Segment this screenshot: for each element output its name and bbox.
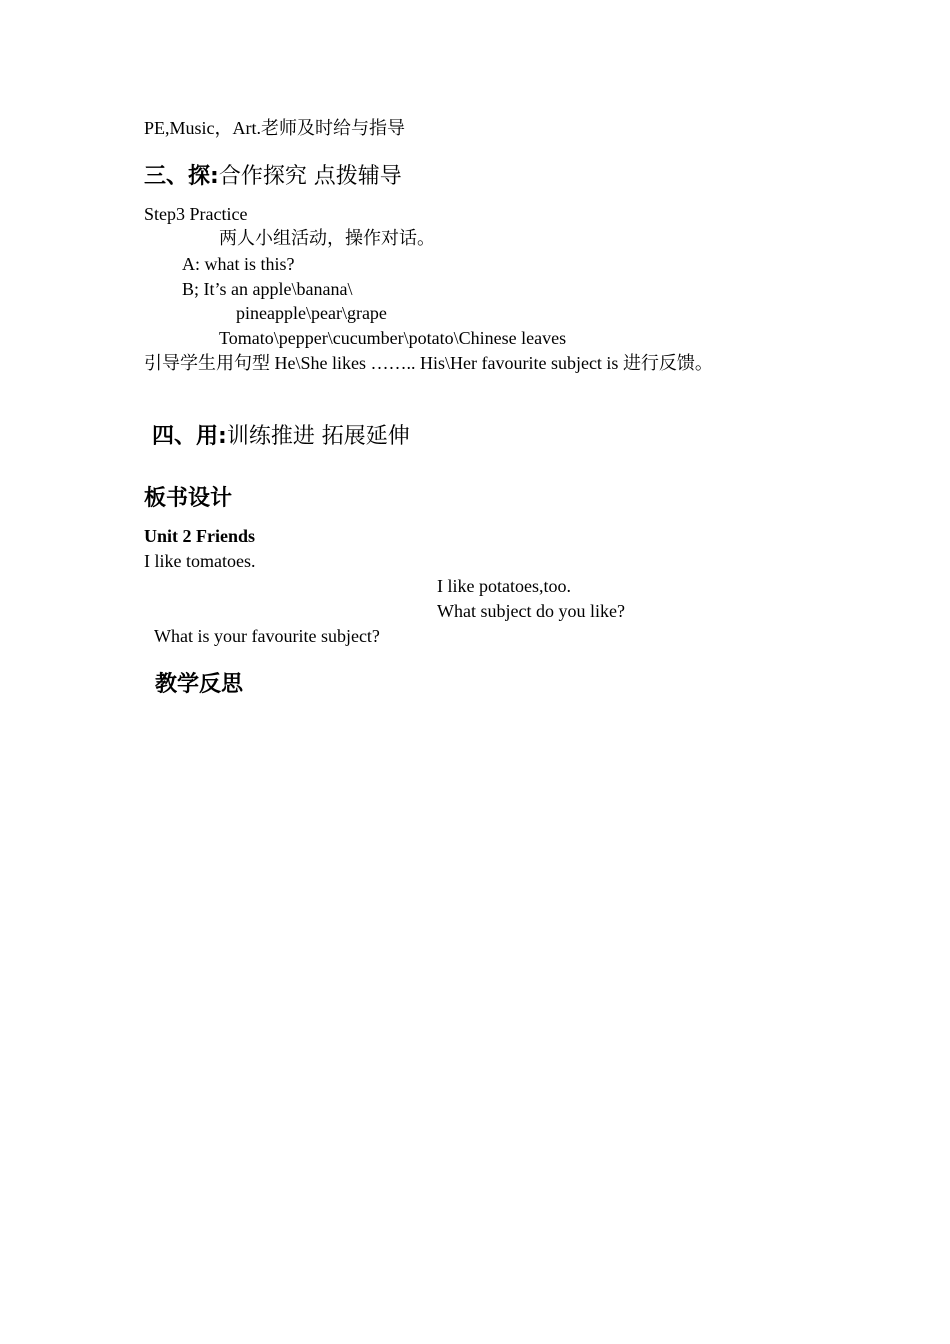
dialogue-a-text: A: what is this? [182, 254, 295, 274]
section-4-title: 训练推进 拓展延伸 [226, 424, 410, 449]
section-3-label: 三、探: [144, 164, 219, 189]
step3-title [144, 203, 247, 225]
feedback-prefix: 引导学生用句型 [144, 353, 270, 374]
board-line-4 [154, 625, 380, 647]
board-line-3 [437, 600, 625, 622]
dialogue-b [182, 278, 352, 300]
board-line-3-text: What subject do you like? [437, 601, 625, 621]
step3-instruction-text: 两人小组活动，操作对话。 [219, 228, 435, 249]
reflection-heading [155, 672, 243, 698]
section-4-label: 四、用: [152, 424, 227, 449]
board-line-2 [437, 575, 571, 597]
dialogue-a [182, 253, 295, 275]
board-line-1 [144, 550, 255, 572]
fruits-continuation-text: pineapple\pear\grape [236, 303, 387, 323]
feedback-middle: He\She likes …….. His\Her favourite subject is [274, 353, 619, 373]
feedback-line [144, 352, 713, 375]
board-design-heading [144, 486, 232, 512]
section-3-title: 合作探究 点拨辅导 [218, 164, 402, 189]
fruits-continuation [236, 302, 387, 324]
section-3-heading [144, 164, 402, 190]
unit-title [144, 525, 255, 547]
continuation-text: PE,Music，Art.老师及时给与指导 [144, 118, 405, 138]
reflection-heading-text: 教学反思 [155, 672, 244, 697]
board-line-4-text: What is your favourite subject? [154, 626, 380, 646]
board-design-heading-text: 板书设计 [144, 486, 233, 511]
dialogue-b-text: B; It’s an apple\banana\ [182, 279, 353, 299]
section-4-heading [152, 424, 410, 450]
board-line-1-text: I like tomatoes. [144, 551, 256, 571]
vegetables-line [219, 327, 566, 349]
feedback-suffix: 进行反馈。 [622, 353, 713, 374]
unit-title-text: Unit 2 Friends [144, 526, 256, 546]
step3-title-text: Step3 Practice [144, 204, 248, 224]
step3-instruction [219, 228, 435, 250]
vegetables-text: Tomato\pepper\cucumber\potato\Chinese leaves [219, 328, 567, 348]
board-line-2-text: I like potatoes,too. [437, 576, 571, 596]
continuation-line [144, 117, 405, 139]
